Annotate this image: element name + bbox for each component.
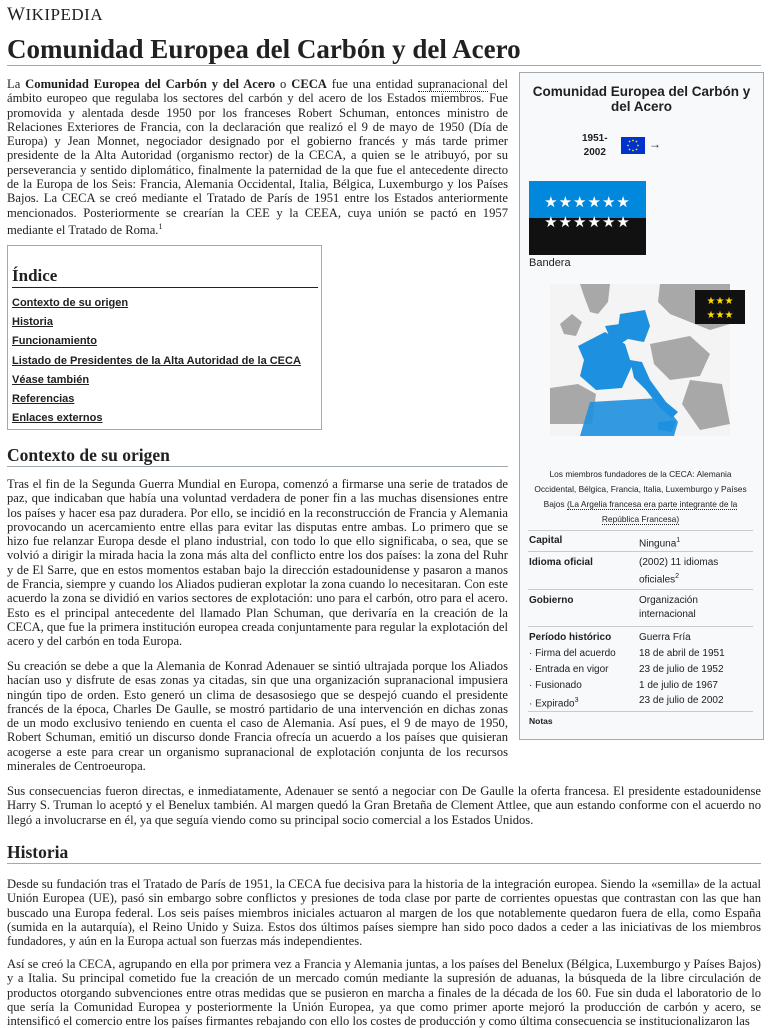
event-label: · Entrada en vigor <box>529 664 609 675</box>
idioma-value <box>639 556 751 587</box>
idioma-reference[interactable]: 2 <box>675 573 680 580</box>
successor-arrow-icon[interactable]: → <box>649 137 661 151</box>
periodo-label: Período histórico <box>529 632 612 643</box>
link-supranacional[interactable]: supranacional <box>417 77 488 91</box>
infobox-dates <box>582 132 608 160</box>
contexto-paragraph-2: Su creación se debe a que la Alemania de Konrad Adenauer se sintió ultrajada porque los Aliados hacían uso y disfrute de esas zonas ya citadas, sin que una organización supranacional impusiera ningún tipo de orden. Esto generó un clima de desasosiego que se despejó cuando el presidente francés de la época, Charles De Gaulle, se mostró partidario de una intervención en dichas zonas de un modo exclusivo teniendo en cuenta el caso de Alemania. Así pues, el 9 de mayo de 1950, Robert Schuman, emitió un discurso donde Francia ofrecía un acuerdo a los países que quisieran acogerse a este para crear un organismo supranacional de explotación conjunta de los recursos minerales de Centroeuropa. <box>7 659 508 774</box>
toc-item-funcionamiento[interactable]: Funcionamiento <box>12 335 97 348</box>
wikipedia-wordmark[interactable] <box>7 4 103 26</box>
contexto-paragraph-1: Tras el fin de la Segunda Guerra Mundial en Europa, comenzó a firmarse una serie de tratados de paz, que indicaban que había una voluntad verdadera de poner fin a las muchas disensiones entre los países y hacer esa paz duradera. Por ello, se incidió en la reconstrucción de Francia y Alemania provocando un acercamiento entre ellas para evitar las disputas entre ambas. Lo primero que se hizo fue relanzar Europa desde el plano industrial, con todo lo que ello significaba, o sea, que se volvió a dirigir la mirada hacia la zona más alta del conflicto entre los dos países: la zona del Ruhr y de El Sarre, que en estos momentos estaban bajo la dirección estadounidense y pasaron a manos de Francia, siempre y cuando los Aliados pudieran explotar la zona cuando lo necesitaran. Con este acuerdo la zona se dividió en varios sectores de explotación: uno para el carbón, otro para el acero. Esto es el principal antecedente del llamado Plan Schuman, que derivaría en la creación de la CECA, que fue la primera institución europea creada conjuntamente para regular la explotación del acero y del carbón en toda Europa. <box>7 477 508 649</box>
infobox <box>519 72 764 740</box>
infobox-date-start: 1951- <box>582 133 608 144</box>
flag-label: Bandera <box>529 257 571 269</box>
capital-value <box>639 534 751 551</box>
idioma-label: Idioma oficial <box>529 557 593 568</box>
intro-paragraph <box>7 77 508 237</box>
toc-title: Índice <box>12 266 58 285</box>
toc-divider <box>12 287 318 288</box>
historia-paragraph-1: Desde su fundación tras el Tratado de París de 1951, la CECA fue decisiva para la historia de la integración europea. Siendo la «semilla» de la actual Unión Europea (UE), pasó sin embargo sobre conflictos y presiones de toda clase por parte de corrientes opuestas que contrastan con las que han buscado una Europa federal. Los seis países miembros iniciales actuaron al margen de los que notablemente quedaron fuera de ella, como España (sumida en la autarquía), el Reino Unido y Suiza. Estos dos últimos países siempre han sido poco dados a ceder a las iniciativas de los miembros fundadores, y aún en la Europa actual son fuerzas más independientes. <box>7 877 761 949</box>
contexto-paragraph-3: Sus consecuencias fueron directas, e inmediatamente, Adenauer se sentó a negociar con De Gaulle la oferta francesa. El presidente estadounidense Harry S. Truman lo aceptó y el Benelux también. Al margen quedó la Gran Bretaña de Clement Attlee, que aun estando conforme con el acuerdo no llegó a involucrarse en él, ya que seguía viendo como su principal socio comercial a los Estados Unidos. <box>7 784 761 827</box>
eu-flag-icon[interactable] <box>621 137 645 154</box>
intro-text-body: del ámbito europeo que regulaba los sectores del carbón y del acero de los Estados miembros. Fue promovida y alentada desde 1950 por los franceses Robert Schuman, entonces ministro de Relaciones Exteriores de Francia, con la declaración que realizó el 9 de mayo de 1950 (Día de Europa) y Jean Monnet, negociador designado por el gobierno francés y más tarde primer presidente de la Alta Autoridad (organismo rector) de la CECA, a quien se le atribuyó, por su perseverancia y sentido diplomático, finalmente la paternidad de la que fue el antecedente directo de la Europa de los Seis: Francia, Alemania Occidental, Italia, Bélgica, Luxemburgo y los Países Bajos. La CECA se creó mediante el Tratado de París de 1951 entre los Estados anteriormente mencionados. Posteriormente se crearían la CEE y la CEEA, cuya unión se pactó en 1957 mediante el Tratado de Roma. <box>7 77 508 238</box>
intro-bold-acronym: CECA <box>291 77 327 91</box>
event-value: 18 de abril de 1951 <box>639 648 725 659</box>
svg-text:★★★: ★★★ <box>706 310 734 321</box>
gobierno-label: Gobierno <box>529 595 574 606</box>
map-caption-note: (La Argelia francesa era parte integrante de la República Francesa) <box>566 499 738 524</box>
toc-item-contexto[interactable]: Contexto de su origen <box>12 297 129 309</box>
gobierno-value[interactable]: Organización internacional <box>639 595 698 620</box>
idioma-text: (2002) 11 idiomas oficiales <box>639 557 719 586</box>
expirado-reference[interactable]: 3 <box>574 697 579 704</box>
map-caption-main: Los miembros fundadores de la CECA: Alemania Occidental, Bélgica, Francia, Italia, Luxemburgo y Países Bajos <box>534 469 747 509</box>
event-label-with-ref <box>529 694 578 711</box>
historia-paragraph-2: Así se creó la CECA, agrupando en ella por primera vez a Francia y Alemania juntas, a los países del Benelux (Bélgica, Luxemburgo y Países Bajos) y a Italia. Su principal cometido fue la creación de un mercado común mediante la supresión de aduanas, la búsqueda de la libre circulación de productos otorgando subvenciones entre otras medidas que se pusieron en marcha a finales de la década de los 60. Fue sin duda el laboratorio de lo que sería la Comunidad Europea y posteriormente la Unión Europea, ya que como primer aporte mejoró la producción de carbón y acero, se intensificó el comercio entre los países firmantes rebajando con ello los costes de producción y como última consecuencia se institucionalizaron las <box>7 957 761 1028</box>
event-value: 23 de julio de 2002 <box>639 695 724 706</box>
toc-item-historia[interactable]: Historia <box>12 316 53 329</box>
page-title: Comunidad Europea del Carbón y del Acero <box>7 34 761 66</box>
infobox-divider <box>528 530 753 531</box>
event-value: 23 de julio de 1952 <box>639 664 724 675</box>
infobox-divider <box>528 626 753 627</box>
toc-item-presidentes[interactable]: Listado de Presidentes de la Alta Autoridad de la CECA <box>12 354 301 367</box>
intro-bold-name: Comunidad Europea del Carbón y del Acero <box>25 77 276 91</box>
capital-label: Capital <box>529 535 563 546</box>
map-caption <box>528 467 753 527</box>
heading-contexto: Contexto de su origen <box>7 444 508 467</box>
intro-reference[interactable]: 1 <box>158 221 163 231</box>
toc-item-enlaces[interactable]: Enlaces externos <box>12 412 103 425</box>
intro-text-e: fue una entidad <box>326 77 418 91</box>
heading-historia: Historia <box>7 841 761 864</box>
ecsc-flag-image[interactable] <box>529 181 646 255</box>
infobox-divider <box>528 551 753 552</box>
infobox-date-end: 2002 <box>583 147 606 158</box>
event-label: · Firma del acuerdo <box>529 648 616 659</box>
event-value: 1 de julio de 1967 <box>639 680 718 691</box>
toc-list <box>12 294 301 428</box>
event-label: · Expirado <box>529 698 575 710</box>
infobox-divider <box>528 711 753 712</box>
wordmark-rest: IKIPEDIA <box>25 5 104 24</box>
periodo-value[interactable]: Guerra Fría <box>639 632 691 643</box>
capital-reference[interactable]: 1 <box>676 537 681 544</box>
infobox-divider <box>528 589 753 590</box>
notas-label: Notas <box>529 716 553 726</box>
infobox-title: Comunidad Europea del Carbón y del Acero <box>532 84 751 114</box>
intro-text-a: La <box>7 77 26 91</box>
svg-text:★★★: ★★★ <box>706 296 734 307</box>
flag-stars-top: ★★★★★★ <box>544 194 631 211</box>
flag-stars-bottom: ★★★★★★ <box>544 214 631 231</box>
toc-item-referencias[interactable]: Referencias <box>12 393 75 406</box>
intro-text-c: o <box>275 77 292 91</box>
toc-item-vease[interactable]: Véase también <box>12 373 90 386</box>
event-label: · Fusionado <box>529 680 582 691</box>
wordmark-initial: W <box>7 4 26 25</box>
member-states-map[interactable] <box>550 284 734 436</box>
table-of-contents <box>7 245 322 430</box>
capital-text: Ninguna <box>639 538 677 550</box>
